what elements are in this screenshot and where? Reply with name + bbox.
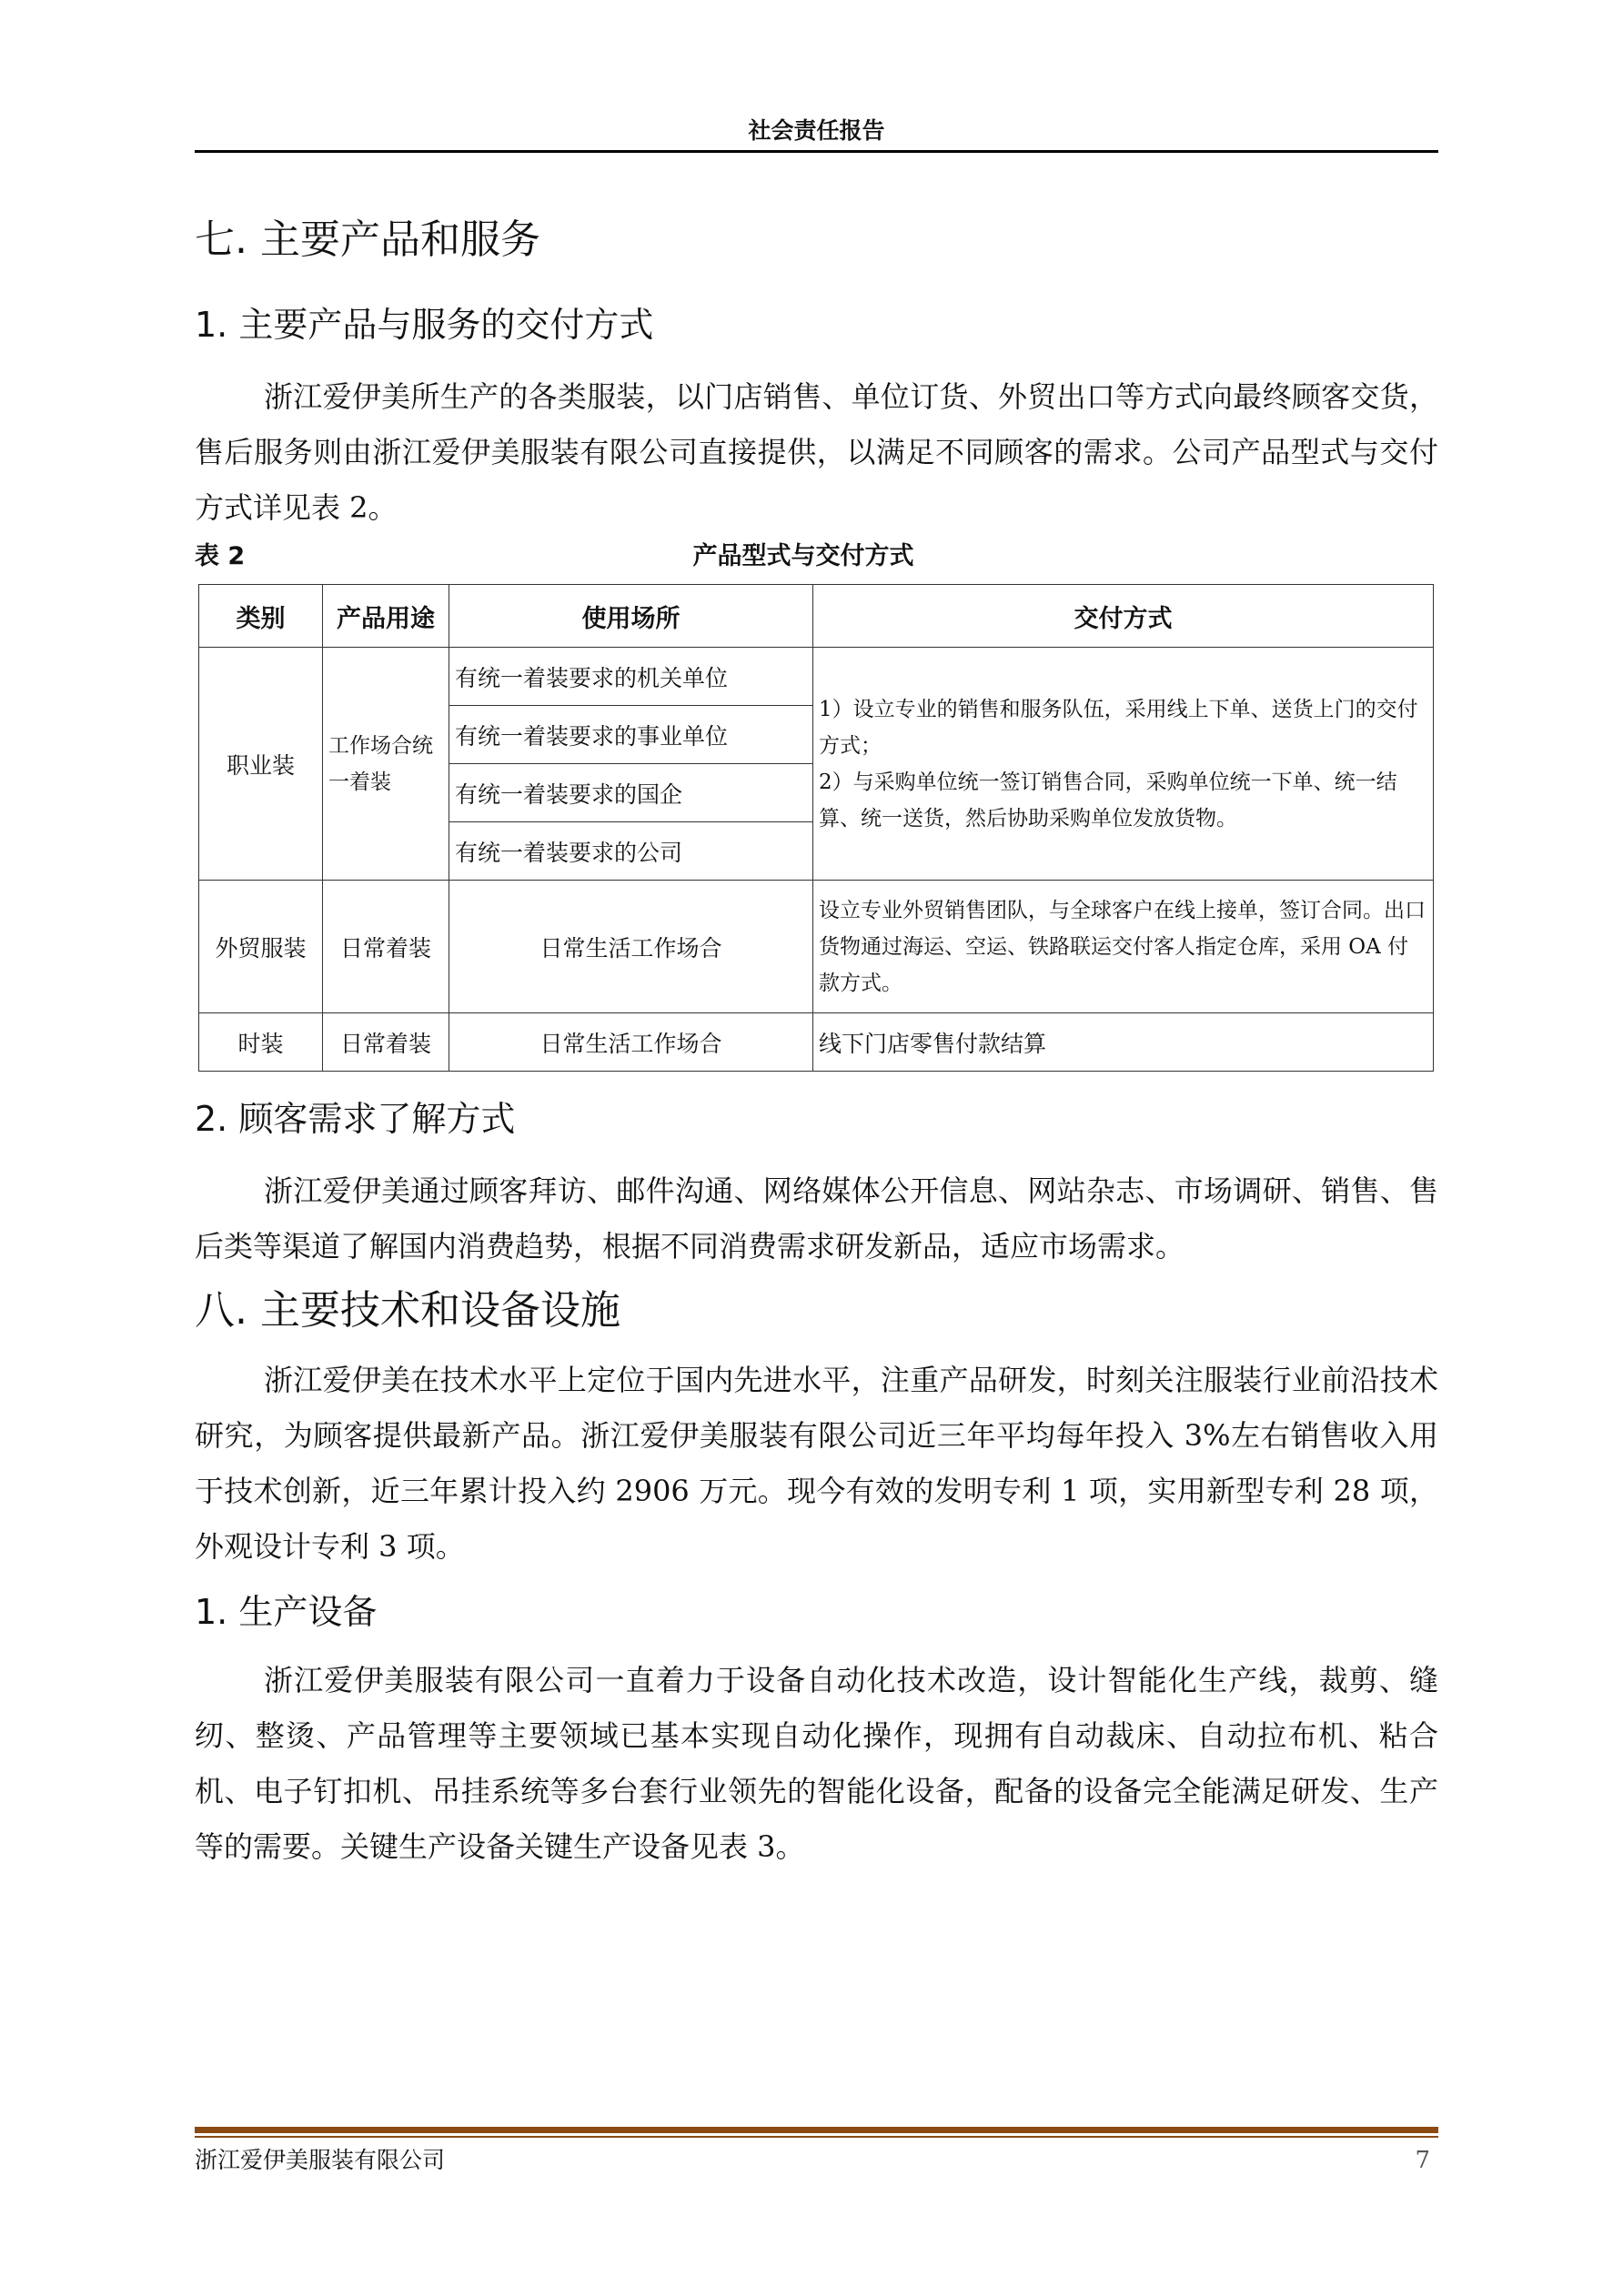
table-header-cell: 产品用途 (323, 585, 449, 648)
category-cell: 时装 (199, 1013, 323, 1072)
delivery-cell (813, 648, 1434, 881)
usage-cell: 日常着装 (323, 881, 449, 1013)
footer-rule-thin (195, 2136, 1438, 2138)
usage-cell: 日常着装 (323, 1013, 449, 1072)
section-8-paragraph: 浙江爱伊美在技术水平上定位于国内先进水平，注重产品研发，时刻关注服装行业前沿技术研究，为顾客提供最新产品。浙江爱伊美服装有限公司近三年平均每年投入 3%左右销售收入用于技术创新，近三年累计投入约 2906 万元。现今有效的发明专利 1 项，实用新型专利 28 项，外观设计专利 3 项。 (195, 1363, 1438, 1564)
section-8-1-title: 1. 生产设备 (195, 1592, 378, 1632)
table-header-cell: 交付方式 (813, 585, 1434, 648)
table-title: 产品型式与交付方式 (692, 542, 914, 570)
place-cell: 日常生活工作场合 (449, 1013, 813, 1072)
section-7-2-paragraph: 浙江爱伊美通过顾客拜访、邮件沟通、网络媒体公开信息、网站杂志、市场调研、销售、售后类等渠道了解国内消费趋势，根据不同消费需求研发新品，适应市场需求。 (195, 1173, 1438, 1264)
delivery-item: 1）设立专业的销售和服务队伍，采用线上下单、送货上门的交付方式； (819, 697, 1418, 758)
place-cell: 有统一着装要求的国企 (449, 764, 813, 822)
section-8-title: 八. 主要技术和设备设施 (195, 1287, 620, 1334)
section-7-1-title: 1. 主要产品与服务的交付方式 (195, 305, 654, 345)
category-cell: 职业装 (199, 648, 323, 881)
place-cell: 有统一着装要求的事业单位 (449, 706, 813, 764)
table-row (199, 648, 1434, 706)
delivery-item: 2）与采购单位统一签订销售合同，采购单位统一下单、统一结算、统一送货，然后协助采购单位发放货物。 (819, 770, 1397, 831)
page-number: 7 (1415, 2147, 1430, 2174)
delivery-cell: 设立专业外贸销售团队，与全球客户在线上接单，签订合同。出口货物通过海运、空运、铁路联运交付客人指定仓库，采用 OA 付款方式。 (813, 881, 1434, 1013)
table-number: 表 2 (195, 542, 246, 570)
table-row (199, 1013, 1434, 1072)
section-7-title: 七. 主要产品和服务 (195, 217, 540, 263)
page-header-title: 社会责任报告 (748, 117, 885, 144)
table-header-cell: 使用场所 (449, 585, 813, 648)
header-rule (195, 150, 1438, 153)
footer-company: 浙江爱伊美服装有限公司 (195, 2147, 446, 2173)
table-header-row (199, 585, 1434, 648)
category-cell: 外贸服装 (199, 881, 323, 1013)
table-row (199, 881, 1434, 1013)
delivery-cell: 线下门店零售付款结算 (813, 1013, 1434, 1072)
section-8-1-paragraph: 浙江爱伊美服装有限公司一直着力于设备自动化技术改造，设计智能化生产线，裁剪、缝纫、整烫、产品管理等主要领域已基本实现自动化操作，现拥有自动裁床、自动拉布机、粘合机、电子钉扣机、吊挂系统等多台套行业领先的智能化设备，配备的设备完全能满足研发、生产等的需要。关键生产设备关键生产设备见表 3。 (195, 1663, 1438, 1864)
footer-rule-thick (195, 2127, 1438, 2133)
delivery-table (198, 584, 1434, 1072)
section-7-1-paragraph: 浙江爱伊美所生产的各类服装，以门店销售、单位订货、外贸出口等方式向最终顾客交货，售后服务则由浙江爱伊美服装有限公司直接提供，以满足不同顾客的需求。公司产品型式与交付方式详见表 2。 (195, 379, 1438, 525)
place-cell: 有统一着装要求的机关单位 (449, 648, 813, 706)
section-7-2-title: 2. 顾客需求了解方式 (195, 1099, 516, 1139)
usage-cell: 工作场合统一着装 (323, 648, 449, 881)
place-cell: 日常生活工作场合 (449, 881, 813, 1013)
place-cell: 有统一着装要求的公司 (449, 822, 813, 881)
table-header-cell: 类别 (199, 585, 323, 648)
